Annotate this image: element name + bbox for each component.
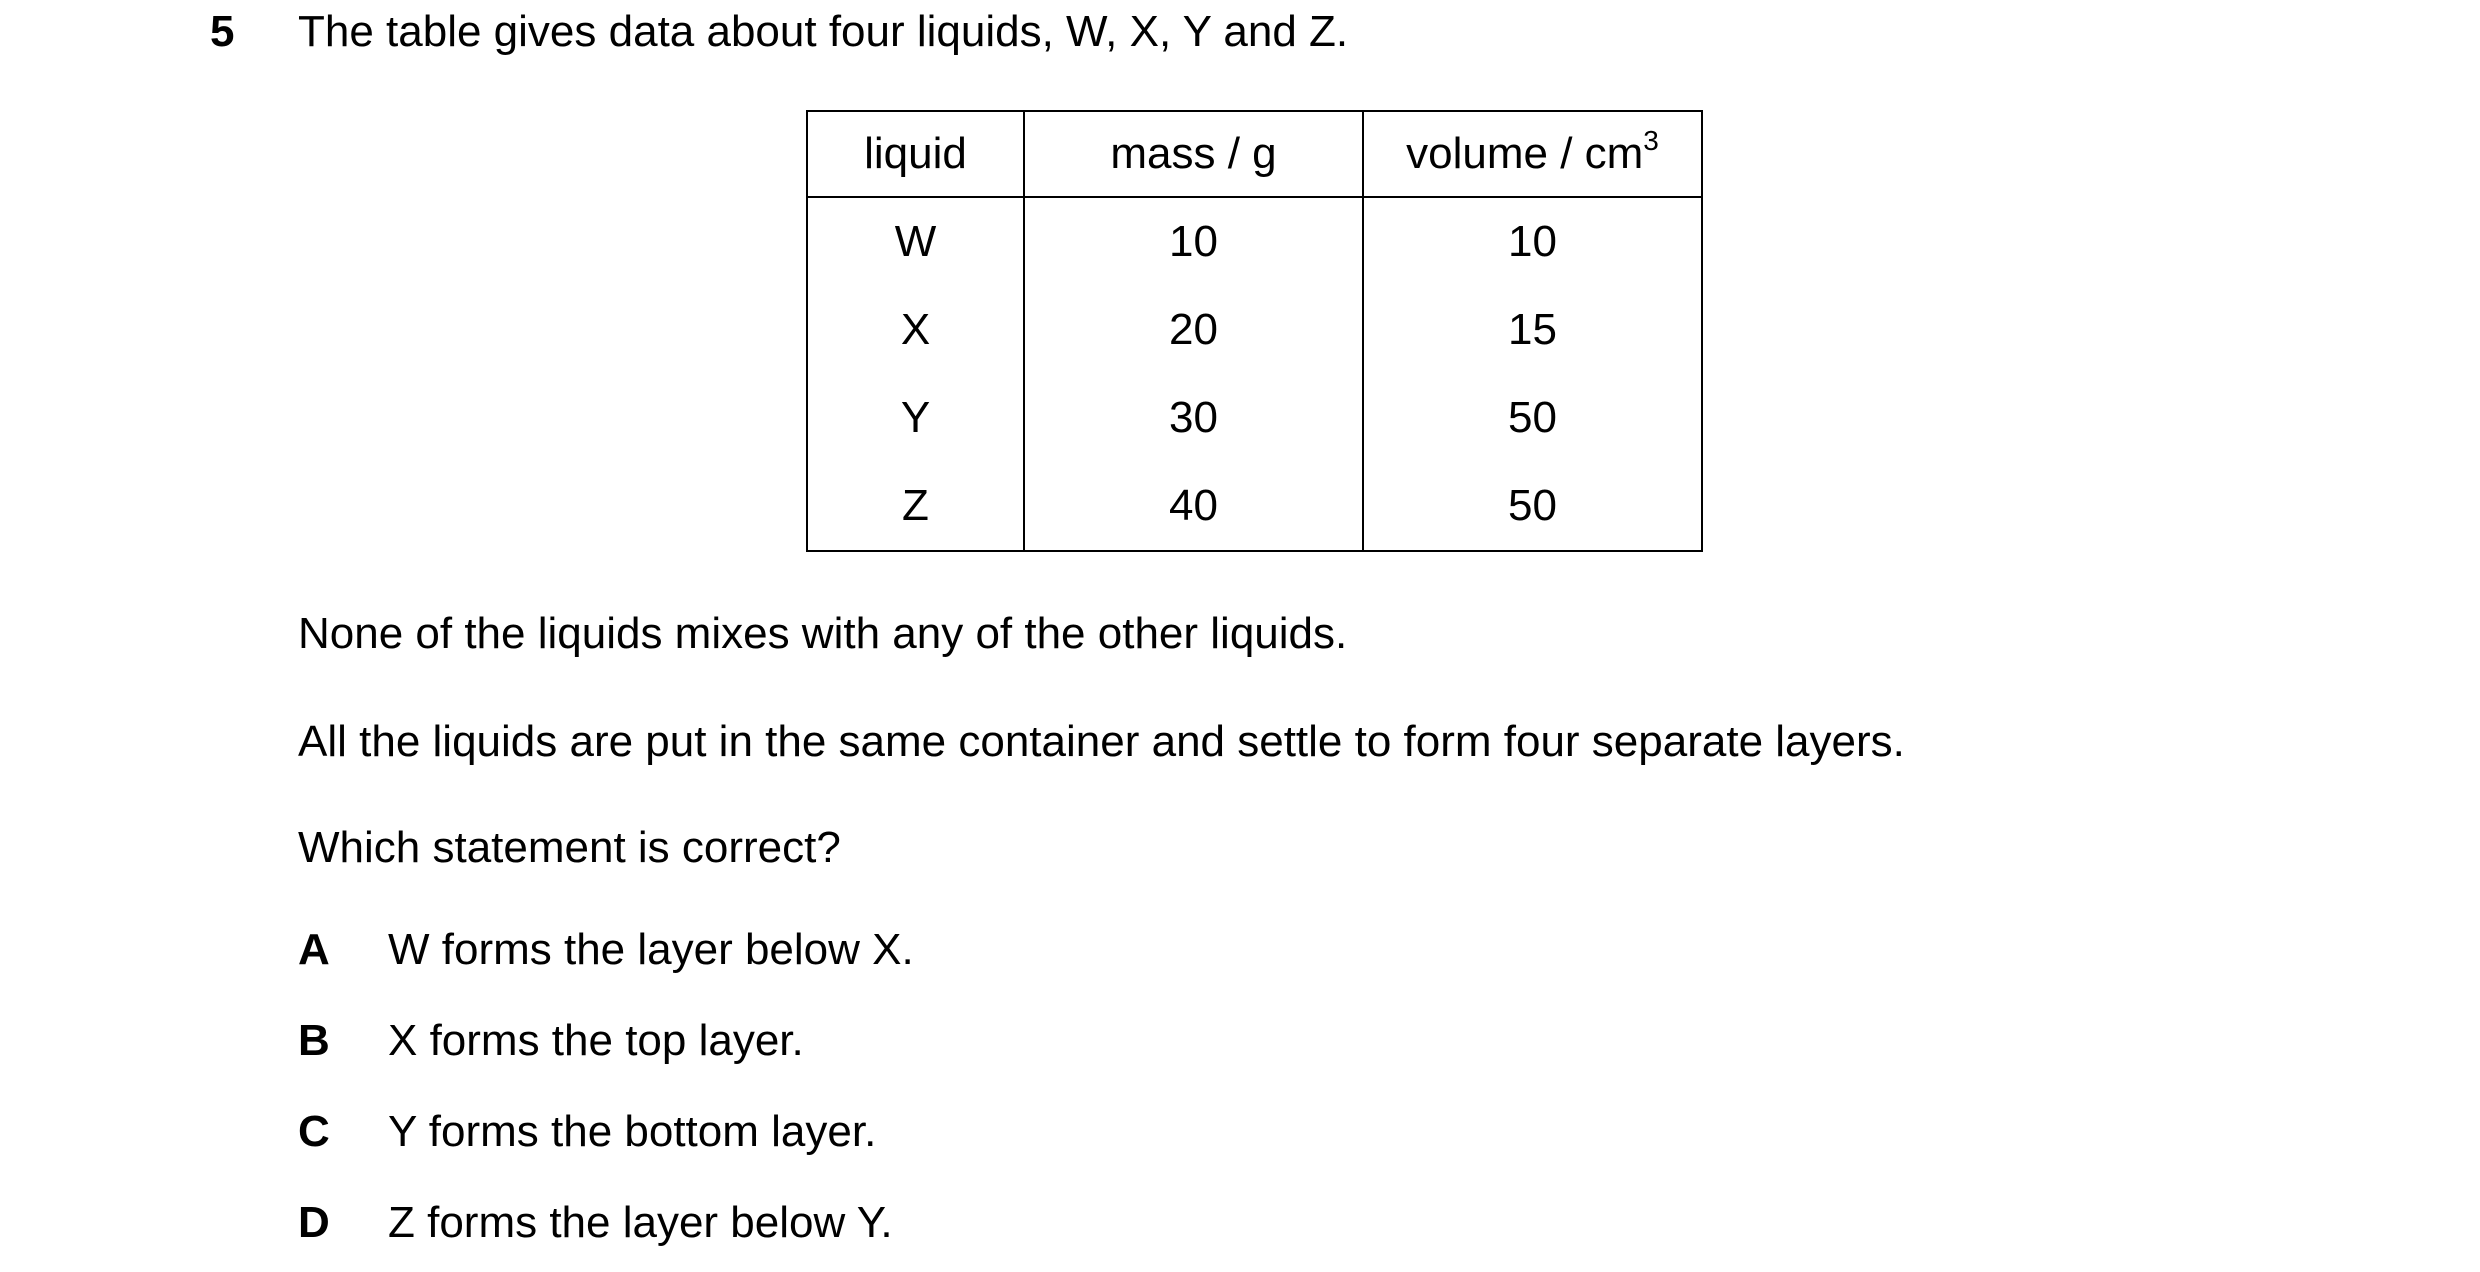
cell-mass: 20 [1024, 286, 1363, 374]
question-number: 5 [210, 7, 235, 56]
option-d[interactable] [298, 1197, 893, 1249]
cell-volume: 10 [1363, 197, 1702, 286]
option-letter: B [298, 1016, 330, 1065]
statement-layers: All the liquids are put in the same container and settle to form four separate layers. [298, 717, 1905, 766]
option-text: W forms the layer below X. [388, 925, 914, 974]
option-text: Y forms the bottom layer. [388, 1107, 877, 1156]
cell-liquid: Z [807, 462, 1024, 551]
cell-mass: 40 [1024, 462, 1363, 551]
table-row [807, 374, 1702, 462]
table-row [807, 286, 1702, 374]
cell-mass: 30 [1024, 374, 1363, 462]
header-volume-exponent: 3 [1643, 125, 1659, 156]
option-text: X forms the top layer. [388, 1016, 804, 1065]
table-row [807, 462, 1702, 551]
cell-volume: 50 [1363, 462, 1702, 551]
option-b[interactable] [298, 1015, 804, 1067]
table-row [807, 197, 1702, 286]
table-header-row [807, 111, 1702, 197]
option-letter: A [298, 925, 330, 974]
option-a[interactable] [298, 924, 914, 976]
statement-no-mixing: None of the liquids mixes with any of the other liquids. [298, 609, 1348, 658]
header-mass: mass / g [1024, 111, 1363, 197]
cell-liquid: W [807, 197, 1024, 286]
option-c[interactable] [298, 1106, 876, 1158]
cell-volume: 50 [1363, 374, 1702, 462]
header-liquid: liquid [807, 111, 1024, 197]
header-volume [1363, 111, 1702, 197]
option-text: Z forms the layer below Y. [388, 1198, 893, 1247]
cell-volume: 15 [1363, 286, 1702, 374]
option-letter: D [298, 1198, 330, 1247]
header-volume-label: volume / cm [1406, 129, 1644, 178]
question-prompt: Which statement is correct? [298, 823, 841, 872]
cell-liquid: X [807, 286, 1024, 374]
cell-liquid: Y [807, 374, 1024, 462]
question-intro: The table gives data about four liquids, W, X, Y and Z. [298, 7, 1349, 56]
liquids-table [806, 110, 1703, 552]
option-letter: C [298, 1107, 330, 1156]
cell-mass: 10 [1024, 197, 1363, 286]
